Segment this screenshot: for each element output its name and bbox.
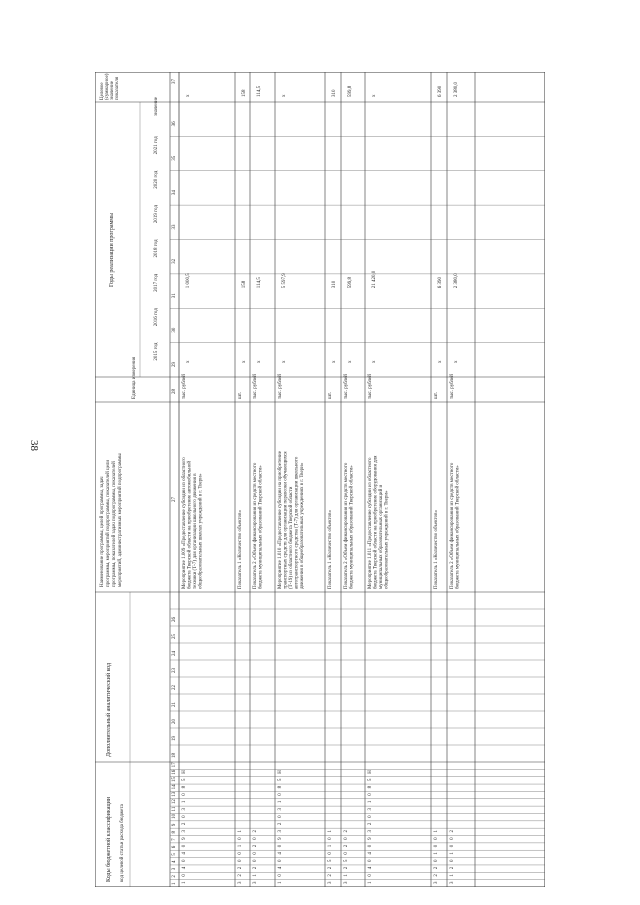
code-digit: 4	[182, 852, 187, 855]
code-digit: Н	[182, 770, 187, 774]
code-digit: 1	[368, 881, 373, 884]
code-digit: 1	[182, 881, 187, 884]
col-number: 25	[172, 634, 177, 639]
code-digit: 3	[328, 881, 333, 884]
code-digit: 2	[434, 866, 439, 870]
col-number: 12	[172, 799, 177, 805]
col-number: 29	[172, 362, 177, 367]
year-label: 2020 год	[154, 170, 159, 189]
code-digit: 3	[238, 881, 243, 884]
code-digit: 3	[278, 830, 283, 833]
header-expense-code: код целевой статьи расхода бюджета	[120, 804, 125, 882]
rotated-table-sheet	[95, 72, 545, 887]
code-digit: 1	[253, 874, 258, 877]
header-additional-code: Дополнительный аналитический код	[106, 662, 112, 757]
code-digit: 0	[450, 844, 455, 848]
header-name: Наименование программы, целей программы, задачпрограммы, мероприятий подпрограммы, показателей целипрограммы, показателей задач подпрограммы, показателеймероприятий, административных мероприятий подпрограммы	[100, 453, 123, 587]
col-number: 14	[172, 784, 177, 790]
code-digit: 0	[182, 793, 187, 796]
row-unit: тыс. рублей	[253, 374, 258, 399]
col-number: 10	[172, 813, 177, 819]
target-sub-label: значение	[154, 97, 159, 116]
row-y2017: 6 390	[438, 277, 443, 289]
code-digit: 3	[344, 881, 349, 884]
year-label: 2021 год	[154, 136, 159, 155]
code-digit: 0	[278, 815, 283, 818]
col-number: 19	[172, 736, 177, 741]
col-number: 7	[172, 838, 177, 841]
row-name: Показатель 1 «Количество объектов»	[434, 509, 439, 589]
code-digit: 5	[344, 859, 349, 862]
code-digit: 3	[278, 807, 283, 811]
col-number: 27	[172, 497, 177, 502]
row-y2015: х	[242, 360, 247, 363]
col-number: 30	[172, 327, 177, 333]
header-unit: Единица измерения	[132, 356, 137, 399]
code-digit: 2	[253, 866, 258, 870]
row-y2015: х	[332, 360, 337, 363]
row-name: Показатель 1 «Количество объектов»	[238, 509, 243, 589]
row-y2015: х	[372, 360, 377, 363]
code-digit: 0	[278, 859, 283, 862]
table-grid	[95, 72, 545, 887]
code-digit: 5	[278, 778, 283, 782]
row-y2017: 114,5	[257, 277, 262, 289]
row-target: 599,8	[348, 85, 353, 97]
code-digit: 3	[368, 807, 373, 811]
year-label: 2019 год	[154, 205, 159, 224]
code-digit: 4	[368, 866, 373, 870]
col-number: 15	[172, 777, 177, 783]
row-y2017: 599,8	[348, 277, 353, 289]
code-digit: 1	[238, 844, 243, 848]
code-digit: 1	[344, 874, 349, 877]
col-number: 33	[172, 224, 177, 230]
code-digit: 5	[328, 859, 333, 862]
row-y2015: х	[257, 360, 262, 363]
row-unit: шт.	[434, 392, 439, 399]
row-name: Показатель 2 «Объем финансирования из средств местногобюджета муниципальных образований Тверской области»	[253, 462, 264, 589]
row-y2017: 21 420,0	[372, 270, 377, 289]
code-digit: 4	[368, 852, 373, 855]
code-digit: 4	[278, 866, 283, 870]
code-digit: 0	[328, 837, 333, 840]
row-y2015: х	[186, 360, 191, 363]
col-number: 28	[172, 389, 177, 394]
code-digit: 2	[434, 874, 439, 877]
row-unit: шт.	[238, 392, 243, 399]
col-number: 35	[172, 155, 177, 161]
col-number: 18	[172, 753, 177, 758]
row-target: х	[372, 94, 377, 97]
code-digit: 0	[238, 859, 243, 862]
row-unit: тыс. рублей	[182, 374, 187, 399]
row-unit: шт.	[328, 392, 333, 399]
code-digit: 0	[434, 837, 439, 840]
code-digit: 4	[182, 866, 187, 870]
col-number: 6	[172, 845, 177, 849]
col-number: 23	[172, 668, 177, 673]
code-digit: 2	[450, 866, 455, 870]
code-digit: 8	[278, 785, 283, 789]
code-digit: 1	[368, 800, 373, 804]
code-digit: 2	[238, 866, 243, 870]
year-label: 2015 год	[154, 342, 159, 361]
code-digit: 9	[368, 837, 373, 840]
row-unit: тыс. рублей	[278, 374, 283, 399]
code-digit: 0	[434, 859, 439, 862]
col-number: 36	[172, 121, 177, 127]
col-number: 32	[172, 258, 177, 264]
code-digit: Н	[368, 770, 373, 774]
col-number: 1	[172, 882, 177, 885]
row-unit: тыс. рублей	[450, 374, 455, 399]
col-number: 8	[172, 831, 177, 834]
col-number: 20	[172, 719, 177, 724]
row-y2017: 5 597,9	[282, 273, 287, 289]
row-name: Мероприятие 1.011 «Предоставление субсидии из областногобюджета Тверской области на приобретение оборудования длямуниципальных образовательных организаций иобщеобразовательных учреждений в г. Твери»	[368, 455, 390, 589]
code-digit: 2	[344, 866, 349, 870]
code-digit: 0	[368, 859, 373, 862]
code-digit: 0	[450, 859, 455, 862]
col-number: 17	[172, 762, 177, 768]
year-label: 2018 год	[154, 239, 159, 258]
row-target: 2 380,0	[454, 82, 459, 97]
row-name: Показатель 2 «Объем финансирования из средств местногобюджета муниципальных образований Тверской области»	[450, 462, 461, 589]
code-digit: 0	[238, 852, 243, 855]
code-digit: 1	[434, 830, 439, 833]
row-name: Показатель 1 «Количество объектов»	[328, 509, 333, 589]
code-digit: 1	[450, 874, 455, 877]
col-number: 3	[172, 867, 177, 871]
row-y2017: 1 000,5	[186, 273, 191, 289]
code-digit: Н	[278, 770, 283, 774]
row-unit: тыс. рублей	[344, 374, 349, 399]
code-digit: 2	[344, 830, 349, 833]
code-digit: 0	[253, 852, 258, 855]
code-digit: 0	[368, 874, 373, 877]
code-digit: 0	[368, 815, 373, 818]
row-target: 310	[332, 89, 337, 97]
header-target: Целевое(суммарное)значениепоказателя	[100, 73, 120, 100]
row-unit: тыс. рублей	[368, 374, 373, 399]
code-digit: 8	[182, 785, 187, 789]
row-y2015: х	[348, 360, 353, 363]
code-digit: 0	[278, 874, 283, 877]
code-digit: 2	[253, 830, 258, 833]
col-number: 16	[172, 769, 177, 775]
code-digit: 0	[278, 793, 283, 796]
col-number: 4	[172, 860, 177, 863]
code-digit: 0	[368, 793, 373, 796]
code-digit: 2	[368, 822, 373, 826]
code-digit: 3	[434, 881, 439, 884]
code-digit: 1	[434, 852, 439, 855]
code-digit: 2	[328, 874, 333, 877]
row-name: Показатель 2 «Объем финансирования из средств местногобюджета муниципальных образований Тверской области»	[344, 462, 355, 589]
code-digit: 9	[182, 837, 187, 840]
code-digit: 2	[278, 822, 283, 826]
code-digit: 1	[278, 800, 283, 804]
row-target: 114,5	[257, 85, 262, 97]
header-years: Годы реализации программы	[109, 212, 115, 287]
code-digit: 0	[278, 844, 283, 848]
col-number: 22	[172, 685, 177, 690]
code-digit: 0	[253, 859, 258, 862]
code-digit: 5	[368, 778, 373, 782]
code-digit: 2	[253, 844, 258, 848]
code-digit: 0	[253, 837, 258, 840]
code-digit: 0	[328, 852, 333, 855]
row-y2017: 310	[332, 280, 337, 289]
row-y2015: х	[282, 360, 287, 363]
row-target: х	[282, 94, 287, 97]
code-digit: 2	[328, 866, 333, 870]
code-digit: 2	[344, 844, 349, 848]
row-name: Мероприятие 1.010 «Предоставление субсидии на приобретениетранспортных средств для организации перевозки обучающихся(Т-19) из областного бюджета Тверской областиавтотранспортного средства (Т-7) для организации школьногодвижения в общеобразовательных учреждениях в г. Твери»	[278, 451, 305, 589]
code-digit: 0	[182, 859, 187, 862]
code-digit: 3	[182, 830, 187, 833]
row-y2015: х	[438, 360, 443, 363]
col-number: 37	[172, 79, 177, 84]
col-number: 9	[172, 823, 177, 827]
code-digit: 1	[328, 830, 333, 833]
col-number: 21	[172, 702, 177, 707]
code-digit: 0	[182, 844, 187, 848]
col-number: 2	[172, 875, 177, 878]
code-digit: 3	[253, 881, 258, 884]
code-digit: 2	[450, 830, 455, 833]
code-digit: 1	[328, 844, 333, 848]
code-digit: 1	[450, 852, 455, 855]
code-digit: 2	[182, 822, 187, 826]
code-digit: 0	[344, 852, 349, 855]
col-number: 5	[172, 853, 177, 856]
page-number: 38	[28, 440, 40, 451]
code-digit: 0	[182, 815, 187, 818]
code-digit: 5	[182, 778, 187, 782]
row-y2017: 158	[242, 280, 247, 289]
row-target: 158	[242, 89, 247, 97]
code-digit: 3	[450, 881, 455, 884]
header-budget-codes: Коды бюджетной классификации	[106, 797, 112, 882]
code-digit: 8	[368, 785, 373, 789]
col-number: 24	[172, 651, 177, 656]
col-number: 34	[172, 190, 177, 196]
year-label: 2016 год	[154, 308, 159, 327]
code-digit: 1	[238, 830, 243, 833]
code-digit: 0	[238, 837, 243, 840]
col-number: 31	[172, 293, 177, 299]
col-number: 26	[172, 617, 177, 622]
code-digit: 3	[182, 807, 187, 811]
row-name: Мероприятие 1.009 «Предоставление субсидии из областногобюджета Тверской области на приобретение автомобильнойтехники (Т-7) для организации школьного движения вобщеобразовательных школах учреждений в г. Твери»	[182, 457, 204, 589]
code-digit: 0	[450, 837, 455, 840]
code-digit: 3	[368, 830, 373, 833]
code-digit: 0	[182, 874, 187, 877]
code-digit: 9	[278, 837, 283, 840]
code-digit: 0	[434, 844, 439, 848]
year-label: 2017 год	[154, 273, 159, 292]
row-y2017: 2 380,0	[454, 273, 459, 289]
row-target: х	[186, 94, 191, 97]
code-digit: 4	[278, 852, 283, 855]
row-y2015: х	[454, 360, 459, 363]
code-digit: 0	[368, 844, 373, 848]
code-digit: 1	[182, 800, 187, 804]
code-digit: 2	[238, 874, 243, 877]
col-number: 11	[172, 806, 177, 812]
row-target: 6 390	[438, 85, 443, 97]
code-digit: 1	[278, 881, 283, 884]
code-digit: 0	[344, 837, 349, 840]
col-number: 13	[172, 791, 177, 797]
